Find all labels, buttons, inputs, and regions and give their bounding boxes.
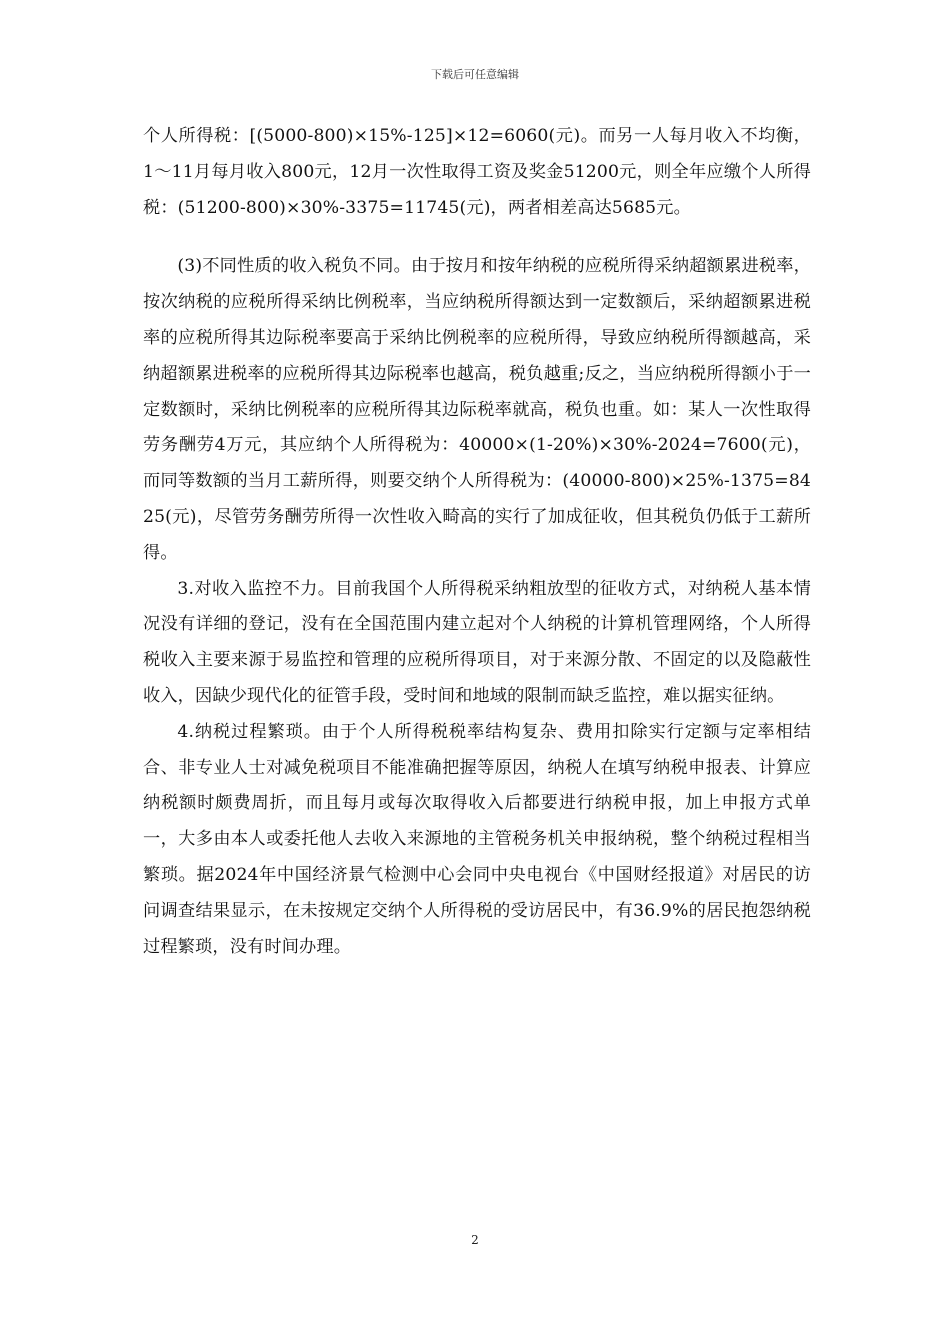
paragraph-tax-process: 4.纳税过程繁琐。由于个人所得税税率结构复杂、费用扣除实行定额与定率相结合、非专业人士对减免税项目不能准确把握等原因，纳税人在填写纳税申报表、计算应纳税额时颇费周折，而且每月或每次取得收入后都要进行纳税申报，加上申报方式单一，大多由本人或委托他人去收入来源地的主管税务机关申报纳税，整个纳税过程相当繁琐。据2024年中国经济景气检测中心会同中央电视台《中国财经报道》对居民的访问调查结果显示，在未按规定交纳个人所得税的受访居民中，有36.9%的居民抱怨纳税过程繁琐，没有时间办理。	[143, 721, 811, 957]
paragraph-spacer	[143, 226, 811, 249]
document-body	[143, 119, 811, 965]
paragraph-income-nature: (3)不同性质的收入税负不同。由于按月和按年纳税的应税所得采纳超额累进税率，按次纳税的应税所得采纳比例税率，当应纳税所得额达到一定数额后，采纳超额累进税率的应税所得其边际税率要高于采纳比例税率的应税所得，导致应纳税所得额越高，采纳超额累进税率的应税所得其边际税率也越高，税负越重;反之，当应纳税所得额小于一定数额时，采纳比例税率的应税所得其边际税率就高，税负也重。如：某人一次性取得劳务酬劳4万元，其应纳个人所得税为：40000×(1-20%)×30%-2024=7600(元)，而同等数额的当月工薪所得，则要交纳个人所得税为：(40000-800)×25%-1375=8425(元)，尽管劳务酬劳所得一次性收入畸高的实行了加成征收，但其税负仍低于工薪所得。	[143, 256, 811, 563]
paragraph-tax-example: 个人所得税：[(5000-800)×15%-125]×12=6060(元)。而另一人每月收入不均衡，1～11月每月收入800元，12月一次性取得工资及奖金51200元，则全年应缴个人所得税：(51200-800)×30%-3375=11745(元)，两者相差高达5685元。	[143, 126, 811, 218]
page-number: 2	[471, 1233, 479, 1247]
page-header: 下载后可任意编辑	[431, 68, 519, 81]
paragraph-income-monitoring: 3.对收入监控不力。目前我国个人所得税采纳粗放型的征收方式，对纳税人基本情况没有详细的登记，没有在全国范围内建立起对个人纳税的计算机管理网络，个人所得税收入主要来源于易监控和管理的应税所得项目，对于来源分散、不固定的以及隐蔽性收入，因缺少现代化的征管手段，受时间和地域的限制而缺乏监控，难以据实征纳。	[143, 578, 811, 706]
